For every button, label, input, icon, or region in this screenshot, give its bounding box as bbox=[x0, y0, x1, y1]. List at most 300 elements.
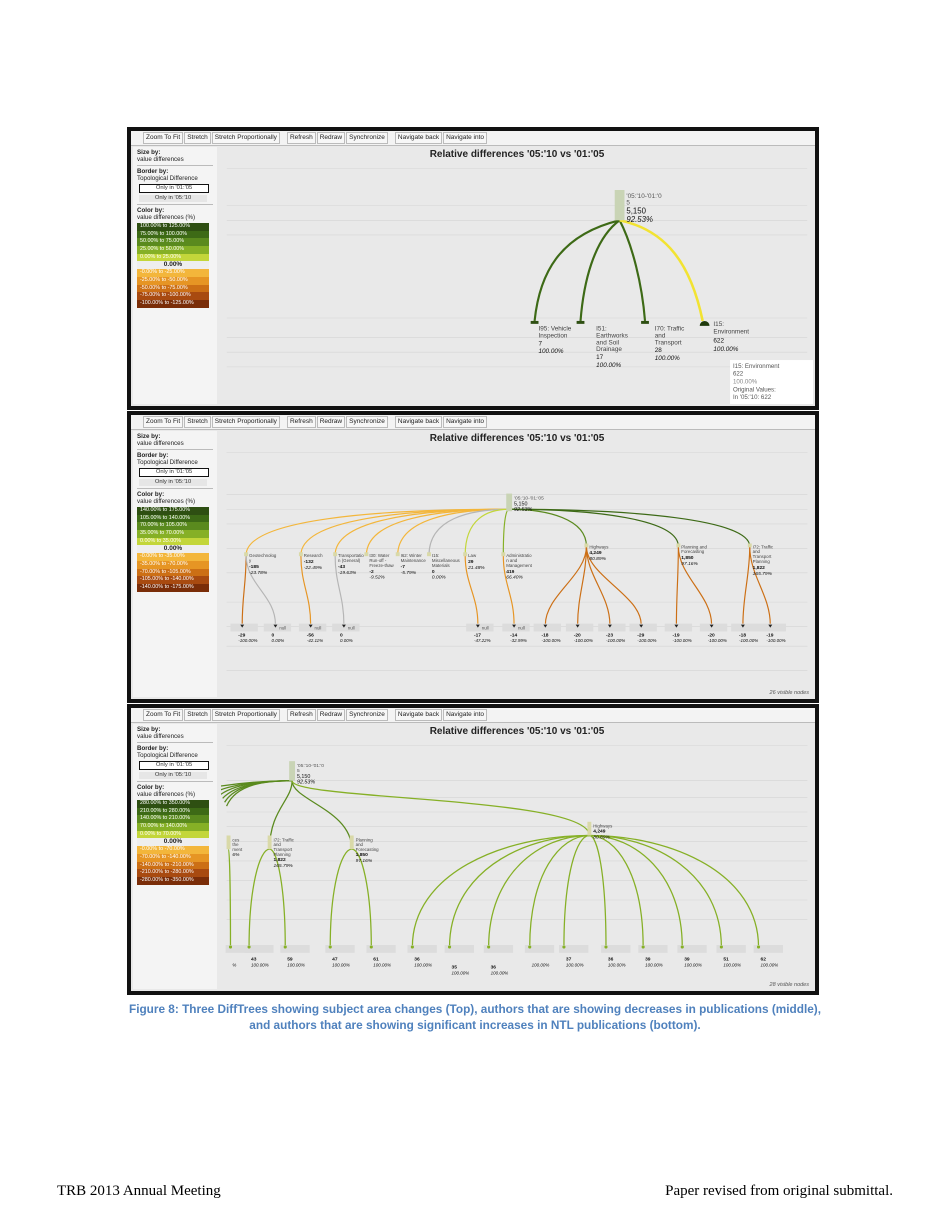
legend-item: 75.00% to 100.00% bbox=[137, 231, 209, 239]
node-text: I72: Traffic bbox=[752, 544, 774, 550]
leaf-marker bbox=[284, 945, 287, 948]
tree-leaf bbox=[759, 624, 786, 632]
node-text: the bbox=[232, 842, 239, 848]
node-text: Administratio bbox=[506, 553, 532, 559]
node-text: 6% bbox=[232, 853, 240, 859]
node-text: null bbox=[314, 625, 322, 631]
tree-edge bbox=[589, 835, 643, 946]
node-text: -2 bbox=[369, 569, 374, 575]
tooltip-line: 622 bbox=[732, 370, 744, 378]
child-pct: 100.00% bbox=[596, 361, 622, 369]
node-text: 0 bbox=[339, 633, 343, 639]
edge bbox=[620, 220, 703, 321]
legend-item: 100.00% to 125.00% bbox=[137, 223, 209, 231]
node-text: and bbox=[752, 549, 761, 555]
child-pct: 100.00% bbox=[538, 348, 564, 356]
tree-edge bbox=[229, 849, 231, 947]
node-text: null bbox=[481, 625, 489, 631]
legend-item: -140.00% to -210.00% bbox=[137, 862, 209, 870]
border-by-heading: Border by: bbox=[137, 745, 169, 752]
legend-item: -210.00% to -280.00% bbox=[137, 869, 209, 877]
node-text: -100.00% bbox=[672, 638, 692, 644]
child-label: I95: Vehicle bbox=[538, 325, 572, 333]
node-text: 1,850 bbox=[355, 853, 368, 859]
child-value: 28 bbox=[654, 347, 662, 355]
toolbar bbox=[131, 131, 815, 146]
node-text: 36 bbox=[414, 957, 420, 963]
node-text: 4,249 bbox=[589, 551, 602, 557]
node-text: Materials bbox=[431, 562, 450, 568]
tooltip-line: Original Values: bbox=[732, 386, 776, 394]
tree-edge bbox=[578, 546, 587, 624]
node-text: -14 bbox=[510, 633, 518, 639]
tree-svg[interactable] bbox=[221, 724, 813, 989]
tree-canvas[interactable] bbox=[221, 147, 813, 404]
child-pct: 100.00% bbox=[654, 355, 680, 363]
refresh-button[interactable]: Refresh bbox=[287, 416, 316, 428]
tree-edge bbox=[509, 509, 750, 546]
node-text: -42.11% bbox=[306, 638, 324, 644]
leaf-marker bbox=[604, 945, 607, 948]
node-text: 36 bbox=[607, 957, 614, 963]
color-legend bbox=[137, 800, 209, 885]
legend-item: 0.00% bbox=[137, 838, 209, 846]
node-text: -100.00% bbox=[541, 638, 561, 644]
tree-node bbox=[268, 835, 272, 849]
node-text: Run-off - bbox=[369, 558, 387, 564]
node-text: 100.00% bbox=[565, 962, 584, 968]
tree-leaf bbox=[230, 624, 257, 632]
child-label: Earthworks bbox=[596, 332, 628, 340]
node-text: Transport bbox=[752, 554, 772, 560]
node-text: -23 bbox=[605, 633, 614, 639]
only-in-b-toggle[interactable]: Only in '05:'10 bbox=[139, 772, 207, 779]
root-pct: 92.53% bbox=[514, 507, 533, 514]
stretch-button[interactable]: Stretch bbox=[184, 132, 211, 144]
difftree-panel-bottom bbox=[127, 704, 819, 995]
node-text: 100.00% bbox=[684, 962, 702, 968]
node-text: 97.16% bbox=[681, 561, 698, 567]
node-text: Highways bbox=[589, 544, 609, 550]
node-text: 100.00% bbox=[332, 962, 350, 968]
border-by-heading: Border by: bbox=[137, 452, 169, 459]
child-value: 7 bbox=[538, 340, 543, 348]
node-text: -23.78% bbox=[249, 570, 268, 576]
node-text: -100.00% bbox=[238, 638, 258, 644]
child-label: I15: bbox=[713, 320, 725, 328]
edge bbox=[581, 220, 620, 321]
node-text: -185 bbox=[249, 564, 259, 570]
node-text: 100.00% bbox=[451, 970, 470, 976]
legend-item: -70.00% to -105.00% bbox=[137, 569, 209, 577]
legend-item: -35.00% to -70.00% bbox=[137, 561, 209, 569]
root-value: 5,150 bbox=[514, 501, 528, 508]
child-label: and bbox=[654, 332, 666, 340]
node-text: -18 bbox=[541, 633, 549, 639]
only-in-a-toggle[interactable]: Only in '01:'05 bbox=[139, 761, 209, 770]
node-text: 100.00% bbox=[760, 962, 779, 968]
tree-node bbox=[501, 552, 505, 556]
color-by-value: value differences (%) bbox=[137, 214, 196, 221]
node-text: -100.00% bbox=[766, 638, 786, 644]
zoom-to-fit-button[interactable]: Zoom To Fit bbox=[143, 416, 183, 428]
tree-leaf bbox=[264, 624, 291, 632]
synchronize-button[interactable]: Synchronize bbox=[346, 416, 388, 428]
root-label: '05:'10-'01:'0 bbox=[626, 192, 662, 200]
footer-right: Paper revised from original submittal. bbox=[665, 1183, 893, 1199]
node-text: Freeze-thaw bbox=[369, 562, 394, 568]
border-by-value: Topological Difference bbox=[137, 175, 198, 182]
legend-item: 280.00% to 350.00% bbox=[137, 800, 209, 808]
tree-leaf bbox=[731, 624, 758, 632]
root-label: '05:'10-'01:'05 bbox=[514, 496, 544, 502]
node-text: -19 bbox=[766, 633, 774, 639]
node-text: -19 bbox=[672, 633, 680, 639]
node-text: -132 bbox=[303, 560, 314, 566]
tree-svg[interactable] bbox=[221, 431, 813, 697]
child-label: Inspection bbox=[538, 332, 568, 340]
node-text: 419 bbox=[506, 569, 515, 575]
leaf-marker bbox=[757, 945, 760, 948]
tree-edge bbox=[242, 555, 246, 624]
node-text: 39 bbox=[645, 957, 651, 963]
node-text: ces bbox=[232, 837, 240, 843]
node-text: Transportatio bbox=[338, 553, 364, 559]
tree-edge bbox=[292, 781, 352, 849]
tree-leaf bbox=[665, 624, 692, 632]
navigate-back-button[interactable]: Navigate back bbox=[395, 132, 442, 144]
node-text: -32.99% bbox=[510, 638, 527, 644]
tree-node bbox=[364, 552, 368, 556]
legend-item: 70.00% to 140.00% bbox=[137, 823, 209, 831]
tree-node bbox=[584, 543, 588, 547]
legend-item: -70.00% to -140.00% bbox=[137, 854, 209, 862]
legend-item: -140.00% to -175.00% bbox=[137, 584, 209, 592]
node-text: I30: Water bbox=[369, 553, 390, 559]
node-text: -100.00% bbox=[573, 638, 593, 644]
border-by-value: Topological Difference bbox=[137, 459, 198, 466]
root-pct: 92.53% bbox=[296, 779, 316, 786]
tree-leaf bbox=[566, 624, 593, 632]
node-text: 100.00% bbox=[414, 962, 433, 968]
root-node bbox=[289, 761, 295, 781]
legend-item: 210.00% to 280.00% bbox=[137, 808, 209, 816]
footer-left: TRB 2013 Annual Meeting bbox=[57, 1183, 221, 1199]
tree-edge bbox=[676, 546, 678, 624]
tree-leaf bbox=[299, 624, 326, 632]
node-text: 4,249 bbox=[593, 829, 606, 835]
child-value: 17 bbox=[596, 354, 604, 362]
node-text: 100.00% bbox=[723, 962, 742, 968]
node-text: 29 bbox=[468, 560, 474, 566]
node-text: Planning bbox=[752, 559, 770, 565]
node-text: 61 bbox=[373, 957, 379, 963]
node-text: ment bbox=[232, 847, 243, 853]
node-text: 0 bbox=[271, 633, 275, 639]
leaf-marker bbox=[487, 945, 490, 948]
tree-edge bbox=[564, 835, 589, 946]
redraw-button[interactable]: Redraw bbox=[317, 132, 345, 144]
color-by-value: value differences (%) bbox=[137, 791, 196, 798]
node-text: 62 bbox=[760, 957, 766, 963]
root-node bbox=[506, 494, 512, 512]
redraw-button[interactable]: Redraw bbox=[317, 709, 345, 721]
size-by-heading: Size by: bbox=[137, 149, 161, 156]
node-text: 51 bbox=[723, 957, 729, 963]
caption-line-2: and authors that are showing significant increases in NTL publications (bottom). bbox=[249, 1018, 701, 1032]
visible-nodes-note: 26 visible nodes bbox=[769, 690, 809, 696]
node-text: -19.63% bbox=[338, 570, 357, 576]
node-text: 100.00% bbox=[490, 970, 509, 976]
node-text: Management bbox=[506, 562, 532, 568]
legend-item: -0.00% to -25.00% bbox=[137, 269, 209, 277]
leaf-marker bbox=[370, 945, 373, 948]
tree-edge bbox=[530, 835, 590, 946]
legend-item: -0.00% to -35.00% bbox=[137, 553, 209, 561]
tooltip-line: 100.00% bbox=[732, 378, 758, 386]
legend-item: -0.00% to -70.00% bbox=[137, 846, 209, 854]
node-text: 37 bbox=[565, 957, 572, 963]
node-text: 100.00% bbox=[251, 962, 269, 968]
size-by-heading: Size by: bbox=[137, 433, 161, 440]
zoom-to-fit-button[interactable]: Zoom To Fit bbox=[143, 132, 183, 144]
tree-svg[interactable] bbox=[221, 147, 813, 404]
tree-node bbox=[427, 552, 431, 556]
difftree-panel-top bbox=[127, 127, 819, 410]
leaf-marker bbox=[681, 945, 684, 948]
node-text: -7 bbox=[400, 564, 405, 570]
node-text: -20 bbox=[707, 633, 715, 639]
child-label: Environment bbox=[713, 328, 750, 336]
navigate-into-button[interactable]: Navigate into bbox=[443, 709, 487, 721]
tree-leaf bbox=[629, 624, 656, 632]
stretch-button[interactable]: Stretch bbox=[184, 416, 211, 428]
color-legend bbox=[137, 507, 209, 592]
size-by-value: value differences bbox=[137, 156, 184, 163]
root-label: '05:'10-'01:'0 bbox=[296, 764, 325, 770]
node-text: Research bbox=[303, 553, 323, 559]
caption-line-1: Figure 8: Three DiffTrees showing subject area changes (Top), authors that are showing decreases in publications (middle), bbox=[128, 1002, 821, 1016]
legend-item: -105.00% to -140.00% bbox=[137, 576, 209, 584]
stretch-proportionally-button[interactable]: Stretch Proportionally bbox=[212, 709, 280, 721]
leaf-marker bbox=[720, 945, 723, 948]
node-text: Miscellaneous bbox=[431, 558, 460, 564]
legend-item: 140.00% to 210.00% bbox=[137, 815, 209, 823]
node-text: -9.52% bbox=[369, 575, 385, 581]
node-text: 100.00% bbox=[531, 962, 550, 968]
legend-item: 0.00% bbox=[137, 545, 209, 553]
legend-item: 50.00% to 75.00% bbox=[137, 238, 209, 246]
tree-edge bbox=[292, 781, 589, 836]
only-in-a-toggle[interactable]: Only in '01:'05 bbox=[139, 468, 209, 477]
legend-item: 0.00% to 25.00% bbox=[137, 254, 209, 262]
tree-leaf bbox=[700, 624, 727, 632]
node-text: null bbox=[347, 625, 355, 631]
navigate-back-button[interactable]: Navigate back bbox=[395, 709, 442, 721]
navigate-back-button[interactable]: Navigate back bbox=[395, 416, 442, 428]
leaf-marker bbox=[248, 945, 251, 948]
legend-item: 0.00% to 70.00% bbox=[137, 831, 209, 839]
leaf-marker bbox=[411, 945, 414, 948]
stretch-button[interactable]: Stretch bbox=[184, 709, 211, 721]
node-text: -100.00% bbox=[637, 638, 657, 644]
size-by-value: value differences bbox=[137, 440, 184, 447]
child-label: I70: Traffic bbox=[654, 325, 685, 333]
child-label: Drainage bbox=[596, 346, 622, 354]
node-text: 0.00% bbox=[339, 638, 353, 644]
navigate-into-button[interactable]: Navigate into bbox=[443, 132, 487, 144]
node-text: 165.79% bbox=[752, 571, 772, 577]
node-text: null bbox=[279, 625, 287, 631]
color-legend bbox=[137, 223, 209, 308]
node-text: -5.79% bbox=[400, 570, 417, 576]
legend-item: 25.00% to 50.00% bbox=[137, 246, 209, 254]
border-by-value: Topological Difference bbox=[137, 752, 198, 759]
tree-canvas[interactable] bbox=[221, 431, 813, 697]
node-text: % bbox=[232, 962, 237, 968]
color-by-heading: Color by: bbox=[137, 491, 165, 498]
node-text: -100.00% bbox=[707, 638, 727, 644]
node-text: -56 bbox=[306, 633, 314, 639]
node-text: 66.40% bbox=[506, 575, 523, 581]
node-text: null bbox=[517, 625, 525, 631]
zoom-to-fit-button[interactable]: Zoom To Fit bbox=[143, 709, 183, 721]
redraw-button[interactable]: Redraw bbox=[317, 416, 345, 428]
node-text: I15: bbox=[431, 553, 440, 559]
tree-canvas[interactable] bbox=[221, 724, 813, 989]
panel-title: Relative differences '05:'10 vs '01:'05 bbox=[429, 726, 605, 737]
stretch-proportionally-button[interactable]: Stretch Proportionally bbox=[212, 416, 280, 428]
node-text: Transport bbox=[273, 847, 293, 853]
synchronize-button[interactable]: Synchronize bbox=[346, 132, 388, 144]
navigate-into-button[interactable]: Navigate into bbox=[443, 416, 487, 428]
refresh-button[interactable]: Refresh bbox=[287, 709, 316, 721]
synchronize-button[interactable]: Synchronize bbox=[346, 709, 388, 721]
node-text: 97.16% bbox=[355, 858, 373, 864]
tree-edge bbox=[589, 835, 682, 946]
legend-item: 105.00% to 140.00% bbox=[137, 515, 209, 523]
tree-node bbox=[333, 552, 337, 556]
visible-nodes-note: 28 visible nodes bbox=[769, 982, 809, 988]
legend-item: -50.00% to -75.00% bbox=[137, 285, 209, 293]
edge bbox=[620, 220, 645, 321]
node-text: and bbox=[355, 842, 363, 848]
node-text: -43 bbox=[338, 564, 346, 570]
refresh-button[interactable]: Refresh bbox=[287, 132, 316, 144]
tooltip-line: In '05:'10: 622 bbox=[732, 394, 772, 402]
legend-item: -100.00% to -125.00% bbox=[137, 300, 209, 308]
legend-item: -75.00% to -100.00% bbox=[137, 292, 209, 300]
tree-edge bbox=[589, 835, 721, 946]
node-text: 36 bbox=[490, 965, 497, 971]
node-text: 100.00% bbox=[373, 962, 391, 968]
child-label: and Soil bbox=[596, 339, 620, 347]
panel-title: Relative differences '05:'10 vs '01:'05 bbox=[429, 149, 605, 160]
toolbar bbox=[131, 415, 815, 430]
tree-edge bbox=[450, 835, 590, 946]
node-text: -29 bbox=[238, 633, 246, 639]
sidebar bbox=[133, 147, 217, 404]
node-text: 1,850 bbox=[681, 556, 694, 562]
tree-node bbox=[587, 822, 591, 836]
node-text: n (General) bbox=[338, 558, 361, 564]
leaf-marker bbox=[448, 945, 451, 948]
node-text: Planning bbox=[273, 852, 291, 858]
tree-edge bbox=[589, 835, 758, 946]
tree-node bbox=[748, 543, 752, 547]
size-by-value: value differences bbox=[137, 733, 184, 740]
only-in-a-toggle[interactable]: Only in '01:'05 bbox=[139, 184, 209, 193]
border-by-heading: Border by: bbox=[137, 168, 169, 175]
node-text: 0 bbox=[431, 569, 435, 575]
tree-edge bbox=[249, 849, 270, 947]
node-text: Forecasting bbox=[355, 847, 379, 853]
node-text: 39 bbox=[684, 957, 690, 963]
node-text: n and bbox=[506, 558, 518, 564]
legend-item: -25.00% to -50.00% bbox=[137, 277, 209, 285]
node-text: -47.22% bbox=[473, 638, 491, 644]
node-text: -100.00% bbox=[605, 638, 626, 644]
node-text: Highways bbox=[593, 823, 613, 829]
leaf-marker bbox=[562, 945, 565, 948]
tree-node bbox=[463, 552, 467, 556]
node-text: Maintenance bbox=[400, 558, 426, 564]
color-by-value: value differences (%) bbox=[137, 498, 196, 505]
color-by-heading: Color by: bbox=[137, 207, 165, 214]
node-text: 1,822 bbox=[752, 565, 765, 571]
node-text: -100.00% bbox=[738, 638, 759, 644]
leaf-marker bbox=[528, 945, 531, 948]
node-text: Planning bbox=[355, 837, 373, 843]
tree-node bbox=[299, 552, 303, 556]
child-label: I51: bbox=[596, 325, 607, 333]
size-by-heading: Size by: bbox=[137, 726, 161, 733]
legend-item: 35.00% to 70.00% bbox=[137, 530, 209, 538]
tree-node bbox=[350, 835, 354, 849]
tree-node bbox=[244, 552, 248, 556]
tree-leaf bbox=[466, 624, 493, 632]
tree-node bbox=[227, 835, 231, 849]
tooltip-line: I15: Environment bbox=[732, 362, 780, 370]
node-text: 35 bbox=[451, 965, 457, 971]
leaf-marker bbox=[229, 945, 232, 948]
tree-leaf bbox=[502, 624, 529, 632]
stretch-proportionally-button[interactable]: Stretch Proportionally bbox=[212, 132, 280, 144]
node-text: 80.89% bbox=[589, 557, 606, 563]
tree-edge bbox=[589, 835, 606, 946]
node-text: 100.00% bbox=[287, 962, 305, 968]
legend-item: 0.00% bbox=[137, 261, 209, 269]
color-by-heading: Color by: bbox=[137, 784, 165, 791]
node-text: 1,822 bbox=[273, 857, 286, 863]
legend-item: 140.00% to 175.00% bbox=[137, 507, 209, 515]
node-text: 0.00% bbox=[431, 575, 446, 581]
tree-edge bbox=[509, 509, 586, 546]
only-in-b-toggle[interactable]: Only in '05:'10 bbox=[139, 479, 207, 486]
only-in-b-toggle[interactable]: Only in '05:'10 bbox=[139, 195, 207, 202]
root-value: 5,150 bbox=[296, 773, 311, 780]
leaf-marker bbox=[642, 945, 645, 948]
edge bbox=[535, 220, 620, 321]
root-node bbox=[615, 190, 625, 220]
node-text: Forecasting bbox=[681, 549, 705, 555]
legend-item: 70.00% to 105.00% bbox=[137, 522, 209, 530]
node-text: 43 bbox=[251, 957, 257, 963]
child-pct: 100.00% bbox=[713, 346, 739, 354]
toolbar bbox=[131, 708, 815, 723]
node-text: 80.89% bbox=[593, 835, 610, 841]
node-text: 59 bbox=[287, 957, 293, 963]
